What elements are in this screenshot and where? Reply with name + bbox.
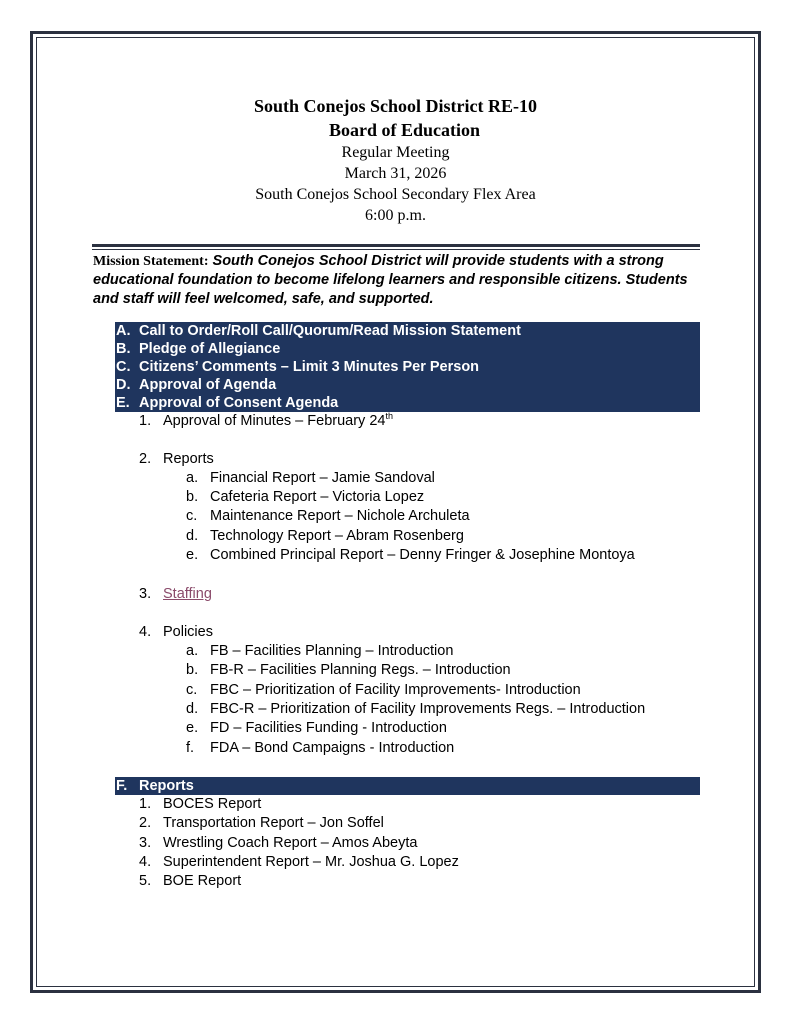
item-number: 3.: [139, 586, 152, 602]
board-title: Board of Education: [328, 120, 481, 140]
agenda-label: Pledge of Allegiance: [139, 341, 281, 357]
item-label: Transportation Report – Jon Soffel: [163, 815, 384, 831]
agenda-letter: E.: [116, 395, 130, 411]
agenda-label: Call to Order/Roll Call/Quorum/Read Mission Statement: [139, 323, 521, 339]
divider-thin: [92, 249, 700, 250]
agenda-label: Approval of Consent Agenda: [139, 395, 339, 411]
mission-text: South Conejos School District will provide students with a strong educational foundation to become lifelong learners and responsible citizens. Students and staff will feel welcomed, safe, and supported.: [93, 253, 688, 307]
document-header: [36, 94, 755, 226]
agenda-band-top: [115, 322, 700, 412]
report-item: [186, 507, 470, 525]
item-letter: f.: [186, 740, 195, 756]
item-letter: a.: [186, 643, 199, 659]
reports-list-item: [139, 853, 459, 871]
agenda-label: Approval of Agenda: [139, 377, 277, 393]
agenda-letter: C.: [116, 359, 131, 375]
item-label: Wrestling Coach Report – Amos Abeyta: [163, 835, 418, 851]
item-label: Policies: [163, 624, 213, 640]
consent-item-minutes: [139, 412, 393, 430]
item-label: Combined Principal Report – Denny Fringer & Josephine Montoya: [210, 547, 635, 563]
item-label: FBC – Prioritization of Facility Improvements- Introduction: [210, 682, 581, 698]
item-label: BOE Report: [163, 873, 242, 889]
item-label: Reports: [163, 451, 214, 467]
mission-label: Mission Statement:: [93, 254, 209, 269]
item-label: FBC-R – Prioritization of Facility Improvements Regs. – Introduction: [210, 701, 646, 717]
meeting-location: South Conejos School Secondary Flex Area: [255, 186, 536, 203]
item-number: 3.: [139, 835, 152, 851]
policy-item: [186, 700, 645, 718]
agenda-item-d: [115, 376, 700, 394]
item-letter: c.: [186, 682, 198, 698]
report-item: [186, 546, 635, 564]
item-label: Financial Report – Jamie Sandoval: [210, 470, 435, 486]
item-label: Approval of Minutes – February 24: [163, 413, 386, 429]
policy-item: [186, 719, 447, 737]
item-letter: b.: [186, 662, 199, 678]
reports-list-item: [139, 834, 417, 852]
consent-item-policies: [139, 623, 213, 641]
item-label: Maintenance Report – Nichole Archuleta: [210, 508, 470, 524]
ordinal-suffix: th: [385, 411, 393, 422]
item-letter: b.: [186, 489, 199, 505]
item-letter: d.: [186, 701, 199, 717]
agenda-item-e: [115, 394, 700, 412]
item-label: BOCES Report: [163, 796, 262, 812]
consent-item-staffing: [139, 585, 212, 603]
item-number: 5.: [139, 873, 152, 889]
report-item: [186, 488, 424, 506]
item-number: 4.: [139, 854, 152, 870]
agenda-label: Reports: [139, 778, 194, 794]
agenda-label: Citizens’ Comments – Limit 3 Minutes Per Person: [139, 359, 480, 375]
item-letter: d.: [186, 528, 199, 544]
reports-list-item: [139, 872, 241, 890]
item-label: Superintendent Report – Mr. Joshua G. Lopez: [163, 854, 459, 870]
item-label: FB – Facilities Planning – Introduction: [210, 643, 454, 659]
report-item: [186, 469, 435, 487]
item-label: Cafeteria Report – Victoria Lopez: [210, 489, 425, 505]
item-number: 1.: [139, 413, 152, 429]
agenda-band-f: [115, 777, 700, 795]
policy-item: [186, 681, 581, 699]
policy-item: [186, 661, 511, 679]
agenda-letter: A.: [116, 323, 131, 339]
agenda-item-f: [115, 777, 700, 795]
item-letter: a.: [186, 470, 199, 486]
item-label: FD – Facilities Funding - Introduction: [210, 720, 447, 736]
agenda-item-a: [115, 322, 700, 340]
agenda-letter: D.: [116, 377, 131, 393]
mission-statement: [93, 252, 693, 309]
item-number: 2.: [139, 815, 152, 831]
district-title: South Conejos School District RE-10: [253, 96, 537, 116]
item-letter: e.: [186, 720, 199, 736]
reports-list-item: [139, 795, 261, 813]
report-item: [186, 527, 464, 545]
item-letter: c.: [186, 508, 198, 524]
item-letter: e.: [186, 547, 199, 563]
item-label: FDA – Bond Campaigns - Introduction: [210, 740, 455, 756]
meeting-time: 6:00 p.m.: [365, 207, 426, 224]
meeting-type: Regular Meeting: [341, 144, 450, 161]
consent-item-reports: [139, 450, 214, 468]
item-label: Technology Report – Abram Rosenberg: [210, 528, 464, 544]
policy-item: [186, 739, 454, 757]
agenda-letter: B.: [116, 341, 131, 357]
agenda-item-c: [115, 358, 700, 376]
meeting-date: March 31, 2026: [344, 165, 447, 182]
item-number: 1.: [139, 796, 152, 812]
divider-thick: [92, 244, 700, 247]
policy-item: [186, 642, 453, 660]
reports-list-item: [139, 814, 384, 832]
staffing-link[interactable]: Staffing: [163, 586, 212, 602]
item-number: 4.: [139, 624, 152, 640]
agenda-item-b: [115, 340, 700, 358]
agenda-letter: F.: [116, 778, 128, 794]
item-label: FB-R – Facilities Planning Regs. – Introduction: [210, 662, 511, 678]
item-number: 2.: [139, 451, 152, 467]
